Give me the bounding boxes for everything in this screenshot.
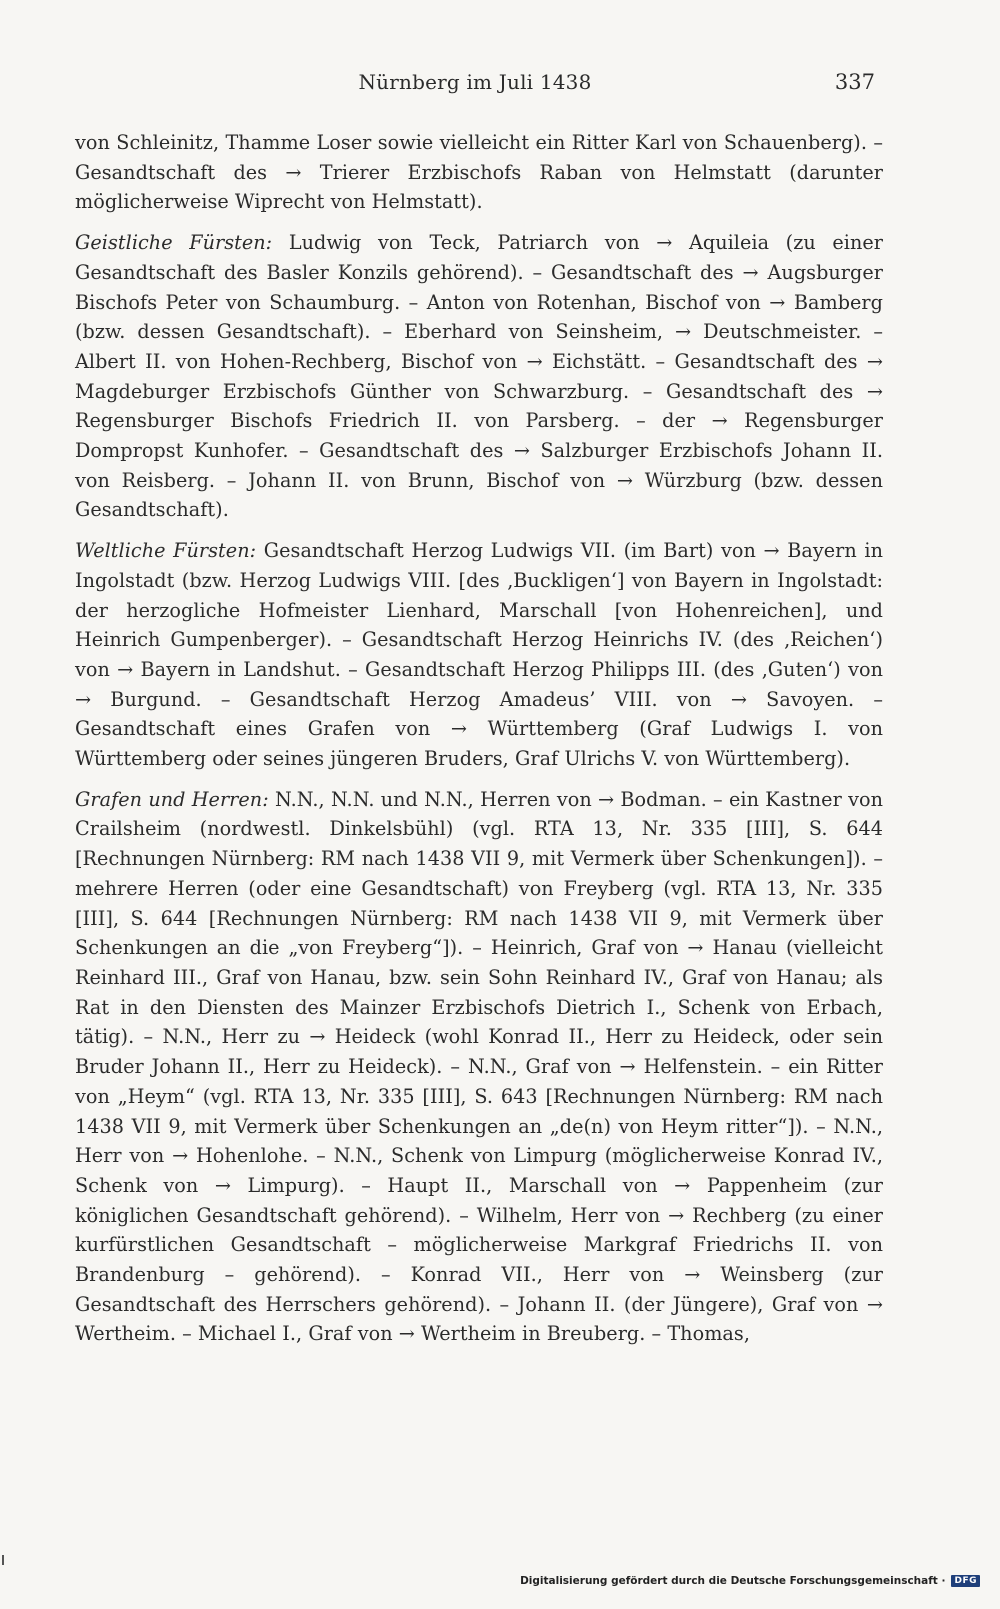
page-number: 337 (834, 70, 875, 94)
running-title: Nürnberg im Juli 1438 (358, 70, 592, 94)
digitization-credit (520, 1575, 980, 1587)
section-label-grafen-und-herren: Grafen und Herren: (75, 787, 269, 811)
section-label-weltliche-fuersten: Weltliche Fürsten: (75, 539, 257, 563)
section-label-geistliche-fuersten: Geistliche Fürsten: (75, 231, 273, 255)
paragraph-grafen-und-herren (75, 785, 883, 1349)
body-text (75, 128, 883, 1360)
paragraph-weltliche-fuersten (75, 536, 883, 774)
paragraph-geistliche-fuersten (75, 228, 883, 525)
paragraph-2-text: Ludwig von Teck, Patriarch von → Aquileia (zu einer Gesandtschaft des Basler Konzils gehörend). – Gesandtschaft des → Augsburger Bischofs Peter von Schaumburg. – Anton von Rotenhan, Bischof von → Bamberg (bzw. dessen Gesandtschaft). – Eberhard von Seinsheim, → Deutschmeister. – Albert II. von Hohen-Rechberg, Bischof von → Eichstätt. – Gesandtschaft des → Magdeburger Erzbischofs Günther von Schwarzburg. – Gesandtschaft des → Regensburger Bischofs Friedrich II. von Parsberg. – der → Regensburger Dompropst Kunhofer. – Gesandtschaft des → Salzburger Erzbischofs Johann II. von Reisberg. – Johann II. von Brunn, Bischof von → Würzburg (bzw. dessen Gesandtschaft). (75, 231, 883, 522)
paragraph-1: von Schleinitz, Thamme Loser sowie vielleicht ein Ritter Karl von Schauenberg). – Gesandtschaft des → Trierer Erzbischofs Raban von Helmstatt (darunter möglicherweise Wiprecht von Helmstatt). (75, 131, 883, 214)
paragraph-3-text: Gesandtschaft Herzog Ludwigs VII. (im Bart) von → Bayern in Ingolstadt (bzw. Herzog Ludwigs VIII. [des ‚Buckligen‘] von Bayern in Ingolstadt: der herzogliche Hofmeister Lienhard, Marschall [von Hohenreichen], und Heinrich Gumpenberger). – Gesandtschaft Herzog Heinrichs IV. (des ‚Reichen‘) von → Bayern in Landshut. – Gesandtschaft Herzog Philipps III. (des ‚Guten‘) von → Burgund. – Gesandtschaft Herzog Amadeus’ VIII. von → Savoyen. – Gesandtschaft eines Grafen von → Württemberg (Graf Ludwigs I. von Württemberg oder seines jüngeren Bruders, Graf Ulrichs V. von Württemberg). (75, 539, 883, 771)
margin-mark (2, 1555, 4, 1565)
page-header (75, 70, 875, 102)
credit-text: Digitalisierung gefördert durch die Deutsche Forschungsgemeinschaft · (520, 1575, 946, 1587)
paragraph-4-text: N.N., N.N. und N.N., Herren von → Bodman. – ein Kastner von Crailsheim (nordwestl. Dinkelsbühl) (vgl. RTA 13, Nr. 335 [III], S. 644 [Rechnungen Nürnberg: RM nach 1438 VII 9, mit Vermerk über Schenkungen]). – mehrere Herren (oder eine Gesandtschaft) von Freyberg (vgl. RTA 13, Nr. 335 [III], S. 644 [Rechnungen Nürnberg: RM nach 1438 VII 9, mit Vermerk über Schenkungen an die „von Freyberg“]). – Heinrich, Graf von → Hanau (vielleicht Reinhard III., Graf von Hanau, bzw. sein Sohn Reinhard IV., Graf von Hanau; als Rat in den Diensten des Mainzer Erzbischofs Dietrich I., Schenk von Erbach, tätig). – N.N., Herr zu → Heideck (wohl Konrad II., Herr zu Heideck, oder sein Bruder Johann II., Herr zu Heideck). – N.N., Graf von → Helfenstein. – ein Ritter von „Heym“ (vgl. RTA 13, Nr. 335 [III], S. 643 [Rechnungen Nürnberg: RM nach 1438 VII 9, mit Vermerk über Schenkungen an „de(n) von Heym ritter“]). – N.N., Herr von → Hohenlohe. – N.N., Schenk von Limpurg (möglicherweise Konrad IV., Schenk von → Limpurg). – Haupt II., Marschall von → Pappenheim (zur königlichen Gesandtschaft gehörend). – Wilhelm, Herr von → Rechberg (zu einer kurfürstlichen Gesandtschaft – möglicherweise Markgraf Friedrichs II. von Brandenburg – gehörend). – Konrad VII., Herr von → Weinsberg (zur Gesandtschaft des Herrschers gehörend). – Johann II. (der Jüngere), Graf von → Wertheim. – Michael I., Graf von → Wertheim in Breuberg. – Thomas, (75, 787, 883, 1346)
dfg-logo: DFG (951, 1575, 980, 1587)
